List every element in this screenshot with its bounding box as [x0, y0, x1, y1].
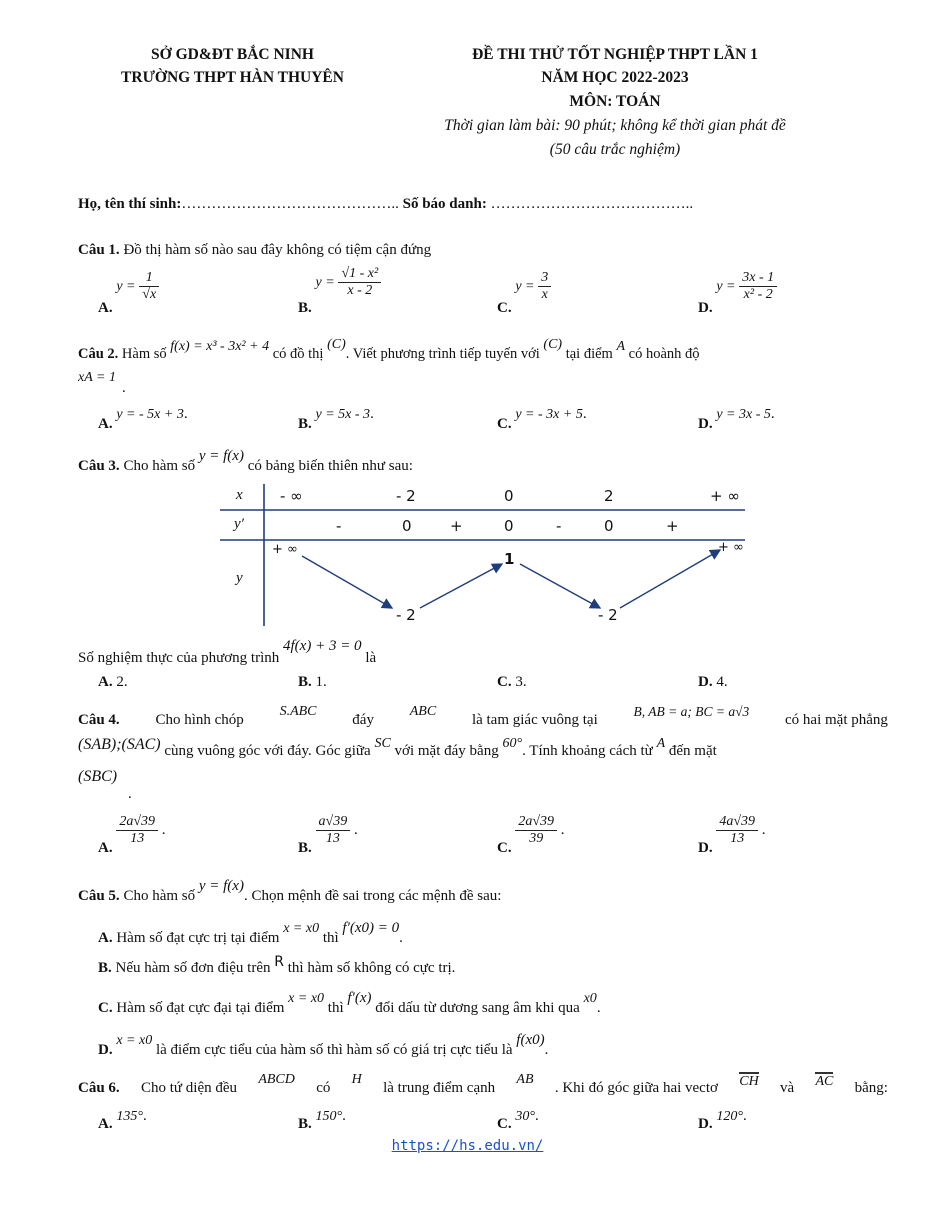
option-value: 2.: [116, 674, 128, 690]
function-expression: y = f(x): [198, 878, 244, 894]
q2-option-a[interactable]: A. y = - 5x + 3.: [98, 406, 188, 432]
q3-option-b[interactable]: [298, 674, 327, 691]
option-label: D.: [698, 839, 713, 856]
question-text: Hàm số: [121, 346, 167, 362]
question-text: có hai mặt phẳng: [785, 712, 888, 728]
point-symbol: A: [656, 736, 666, 751]
equation: 4f(x) + 3 = 0: [283, 638, 362, 654]
option-label: C.: [497, 674, 512, 690]
question-count-note: (50 câu trắc nghiệm): [549, 141, 681, 158]
table-yprime-label: y′: [234, 516, 244, 532]
question-text: là: [365, 650, 377, 666]
q1-option-c[interactable]: [497, 270, 551, 316]
yprime-sign: 0: [604, 517, 614, 535]
question-text: đáy: [352, 712, 374, 728]
x-value: + ∞: [710, 487, 740, 505]
option-text: thì: [327, 1000, 344, 1016]
option-label: C.: [497, 839, 512, 856]
curve-symbol: (C): [327, 337, 346, 352]
question-text: tại điểm: [565, 346, 613, 362]
question-label: Câu 2.: [78, 346, 119, 362]
option-math: f′(x): [347, 990, 372, 1006]
option-label: B.: [298, 1116, 312, 1132]
option-label: B.: [298, 674, 312, 690]
subject: MÔN: TOÁN: [569, 93, 661, 110]
question-text: và: [779, 1080, 795, 1096]
question-text: Cho hàm số: [123, 458, 196, 474]
q4-option-b[interactable]: B. $\frac{a√39}{13}$ .: [298, 814, 358, 856]
question-text: Số nghiệm thực của phương trình: [78, 650, 280, 666]
q4-dot: .: [128, 786, 132, 802]
option-dot: .: [342, 1108, 346, 1124]
table-x-label: x: [236, 487, 243, 503]
question-2: [78, 337, 700, 363]
q5-option-d[interactable]: [98, 1032, 549, 1059]
option-lhs: y =: [315, 274, 335, 290]
time-note: Thời gian làm bài: 90 phút; không kể thời gian phát đề: [444, 117, 786, 134]
option-label: D.: [98, 1042, 113, 1058]
q1-option-a[interactable]: [98, 270, 159, 316]
yprime-sign: -: [556, 517, 562, 535]
option-text: Hàm số đạt cực đại tại điểm: [116, 1000, 285, 1016]
option-label: A.: [98, 299, 113, 316]
q6-option-b[interactable]: [298, 1108, 346, 1132]
variation-table: [220, 484, 745, 626]
option-label: D.: [698, 416, 713, 432]
option-text: Nếu hàm số đơn điệu trên: [115, 960, 271, 976]
question-text: . Khi đó góc giữa hai vectơ: [554, 1080, 718, 1096]
q3-option-c[interactable]: [497, 674, 527, 691]
q4-option-c[interactable]: C. $\frac{2a√39}{39}$ .: [497, 814, 565, 856]
option-fraction: $\frac{\text{√1 - x²}}{x - 2}$: [338, 266, 381, 299]
q6-option-d[interactable]: [698, 1108, 747, 1132]
x-value: 0: [504, 487, 514, 505]
question-text: Cho hình chóp: [155, 712, 244, 728]
vector-ch: CH: [739, 1074, 759, 1089]
question-text: . Viết phương trình tiếp tuyến với: [345, 346, 540, 362]
question-5: [78, 878, 502, 905]
option-label: B.: [298, 299, 312, 316]
option-value: 3.: [515, 674, 527, 690]
y-top-right: + ∞: [718, 540, 744, 555]
point-symbol: H: [351, 1072, 362, 1087]
q1-option-b[interactable]: [298, 266, 381, 316]
edge-name: SC: [374, 736, 391, 751]
question-3: [78, 448, 413, 475]
option-fraction: $\frac{3x - 1}{\text{x² - 2}}$: [739, 270, 777, 303]
student-name-dots: ……………………………………..: [181, 196, 399, 212]
question-text: Cho hàm số: [123, 888, 196, 904]
option-text: .: [596, 1000, 601, 1016]
q6-option-a[interactable]: [98, 1108, 147, 1132]
option-text: Hàm số đạt cực trị tại điểm: [116, 930, 280, 946]
edge-name: AB: [516, 1072, 534, 1087]
option-label: B.: [98, 960, 112, 976]
option-math: f′(x0) = 0: [342, 920, 400, 936]
option-math: x = x0: [116, 1033, 153, 1048]
q6-option-c[interactable]: [497, 1108, 539, 1132]
option-label: A.: [98, 416, 113, 432]
arrow-down-1: [302, 556, 392, 608]
question-label: Câu 5.: [78, 888, 120, 904]
question-label: Câu 6.: [78, 1080, 120, 1096]
question-text: bằng:: [854, 1080, 888, 1096]
arrow-down-2: [520, 564, 600, 608]
real-set-symbol: R: [274, 954, 284, 970]
table-y-label: y: [236, 570, 243, 586]
question-label: Câu 3.: [78, 458, 120, 474]
yprime-sign: +: [450, 517, 463, 535]
y-local-min-1: - 2: [396, 606, 416, 624]
option-label: D.: [698, 1116, 713, 1132]
option-text: .: [544, 1042, 549, 1058]
option-value: y = - 5x + 3: [116, 407, 184, 422]
triangle-name: ABC: [409, 704, 437, 719]
point-symbol: A: [616, 339, 626, 354]
option-dot: .: [742, 1108, 747, 1124]
option-text: thì hàm số không có cực trị.: [287, 960, 456, 976]
question-label: Câu 4.: [78, 712, 120, 728]
question-1: [78, 242, 431, 259]
school-department: SỞ GD&ĐT BẮC NINH: [151, 46, 314, 63]
arrow-up-2: [620, 550, 720, 608]
option-fraction: $\frac{a√39}{13}$: [316, 814, 351, 847]
q3-option-a[interactable]: [98, 674, 128, 691]
option-fraction: $\frac{4a√39}{13}$: [716, 814, 758, 847]
angle-value: 60°: [502, 736, 523, 751]
yprime-sign: -: [336, 517, 342, 535]
q2-option-d[interactable]: D. y = 3x - 5.: [698, 406, 775, 432]
option-value: 120°: [716, 1109, 743, 1124]
option-fraction: $\frac{2a√39}{39}$: [515, 814, 557, 847]
variation-table-lines: [220, 484, 745, 626]
question-text: Cho tứ diện đều: [140, 1080, 238, 1096]
x-value: - ∞: [280, 487, 303, 505]
option-label: A.: [98, 674, 113, 690]
question-text: có: [316, 1080, 331, 1096]
planes: (SAB);(SAC): [78, 736, 161, 753]
option-lhs: y =: [116, 278, 136, 294]
student-name-label: Họ, tên thí sinh:: [78, 196, 182, 212]
question-text: đến mặt: [668, 743, 717, 759]
option-label: C.: [497, 416, 512, 432]
q2-abscissa: xA = 1: [78, 370, 116, 385]
question-text: cùng vuông góc với đáy. Góc giữa: [164, 743, 371, 759]
question-text: là trung điểm cạnh: [383, 1080, 496, 1096]
student-info-line: [78, 196, 693, 213]
question-6: [78, 1072, 888, 1098]
pyramid-name: S.ABC: [279, 704, 317, 719]
school-name: TRƯỜNG THPT HÀN THUYÊN: [121, 69, 344, 86]
option-fraction: $\frac{3}{x}$: [538, 270, 551, 303]
q2-option-c[interactable]: C. y = - 3x + 5.: [497, 406, 587, 432]
x-value: 2: [604, 487, 614, 505]
curve-symbol: (C): [543, 337, 563, 352]
question-text: . Chọn mệnh đề sai trong các mệnh đề sau:: [243, 888, 502, 904]
question-text: với mặt đáy bằng: [394, 743, 499, 759]
yprime-sign: 0: [402, 517, 412, 535]
option-label: B.: [298, 839, 312, 856]
q5-option-b[interactable]: [98, 954, 456, 977]
option-value: 150°: [315, 1109, 343, 1124]
option-label: A.: [98, 839, 113, 856]
function-expression: f(x) = x³ - 3x² + 4: [170, 339, 270, 354]
option-label: B.: [298, 416, 312, 432]
option-math: f(x0): [516, 1032, 545, 1048]
option-label: C.: [497, 1116, 512, 1132]
q4-plane-sbc: (SBC): [78, 768, 118, 785]
footer-link[interactable]: https://hs.edu.vn/: [391, 1138, 544, 1154]
option-math: x0: [583, 991, 597, 1006]
option-value: 135°: [116, 1109, 143, 1124]
q4-option-a[interactable]: A. $\frac{2a√39}{13}$ .: [98, 814, 166, 856]
option-dot: .: [534, 1108, 539, 1124]
option-text: là điểm cực tiểu của hàm số thì hàm số có giá trị cực tiểu là: [155, 1042, 513, 1058]
student-id-label: Số báo danh:: [402, 196, 487, 212]
footer: [0, 1138, 935, 1155]
option-fraction: $\frac{2a√39}{13}$: [116, 814, 158, 847]
yprime-sign: 0: [504, 517, 514, 535]
q5-option-a[interactable]: [98, 920, 403, 947]
y-top-left: + ∞: [272, 542, 298, 557]
option-math: x = x0: [288, 991, 325, 1006]
option-value: 1.: [315, 674, 327, 690]
option-text: .: [399, 930, 403, 946]
function-expression: y = f(x): [198, 448, 244, 464]
q3-question: [78, 638, 377, 667]
option-text: thì: [322, 930, 339, 946]
option-label: C.: [98, 1000, 113, 1016]
option-label: D.: [698, 674, 713, 690]
option-text: đổi dấu từ dương sang âm khi qua: [375, 1000, 580, 1016]
student-id-dots: …………………………………..: [490, 196, 694, 212]
question-label: Câu 1.: [78, 242, 120, 258]
given-lengths: B, AB = a; BC = a√3: [633, 704, 750, 719]
q1-option-d[interactable]: [698, 270, 777, 316]
option-value: y = 3x - 5: [716, 407, 771, 422]
school-year: NĂM HỌC 2022-2023: [541, 69, 689, 86]
q2-option-b[interactable]: B. y = 5x - 3.: [298, 406, 374, 432]
vector-ac: AC: [815, 1074, 834, 1089]
option-math: x = x0: [283, 921, 320, 936]
tetrahedron-name: ABCD: [258, 1072, 295, 1087]
question-text: có đồ thị: [272, 346, 324, 362]
option-value: 30°: [515, 1109, 535, 1124]
option-label: A.: [98, 930, 113, 946]
question-text: . Tính khoảng cách từ: [522, 743, 653, 759]
option-dot: .: [142, 1108, 147, 1124]
option-value: y = 5x - 3: [315, 407, 371, 422]
option-lhs: y =: [515, 278, 535, 294]
question-text: có hoành độ: [628, 346, 700, 362]
question-text: là tam giác vuông tại: [471, 712, 598, 728]
option-lhs: y =: [716, 278, 736, 294]
option-value: y = - 3x + 5: [515, 407, 583, 422]
question-4: [78, 704, 888, 729]
q4-option-d[interactable]: D. $\frac{4a√39}{13}$ .: [698, 814, 766, 856]
arrow-up-1: [420, 564, 502, 608]
exam-title: ĐỀ THI THỬ TỐT NGHIỆP THPT LẦN 1: [472, 46, 758, 63]
x-value: - 2: [396, 487, 416, 505]
question-text: Đồ thị hàm số nào sau đây không có tiệm cận đứng: [123, 242, 432, 258]
option-label: A.: [98, 1116, 113, 1132]
q2-dot: .: [122, 380, 126, 396]
q5-option-c[interactable]: [98, 990, 601, 1017]
y-local-min-2: - 2: [598, 606, 618, 624]
option-label: D.: [698, 299, 713, 316]
question-text: có bảng biến thiên như sau:: [247, 458, 413, 474]
yprime-sign: +: [666, 517, 679, 535]
option-value: 4.: [716, 674, 728, 690]
question-4-line2: [78, 736, 888, 760]
y-local-max: 1: [504, 550, 515, 568]
option-label: C.: [497, 299, 512, 316]
q3-option-d[interactable]: [698, 674, 728, 691]
option-fraction: $\frac{1}{√x}$: [139, 270, 159, 303]
